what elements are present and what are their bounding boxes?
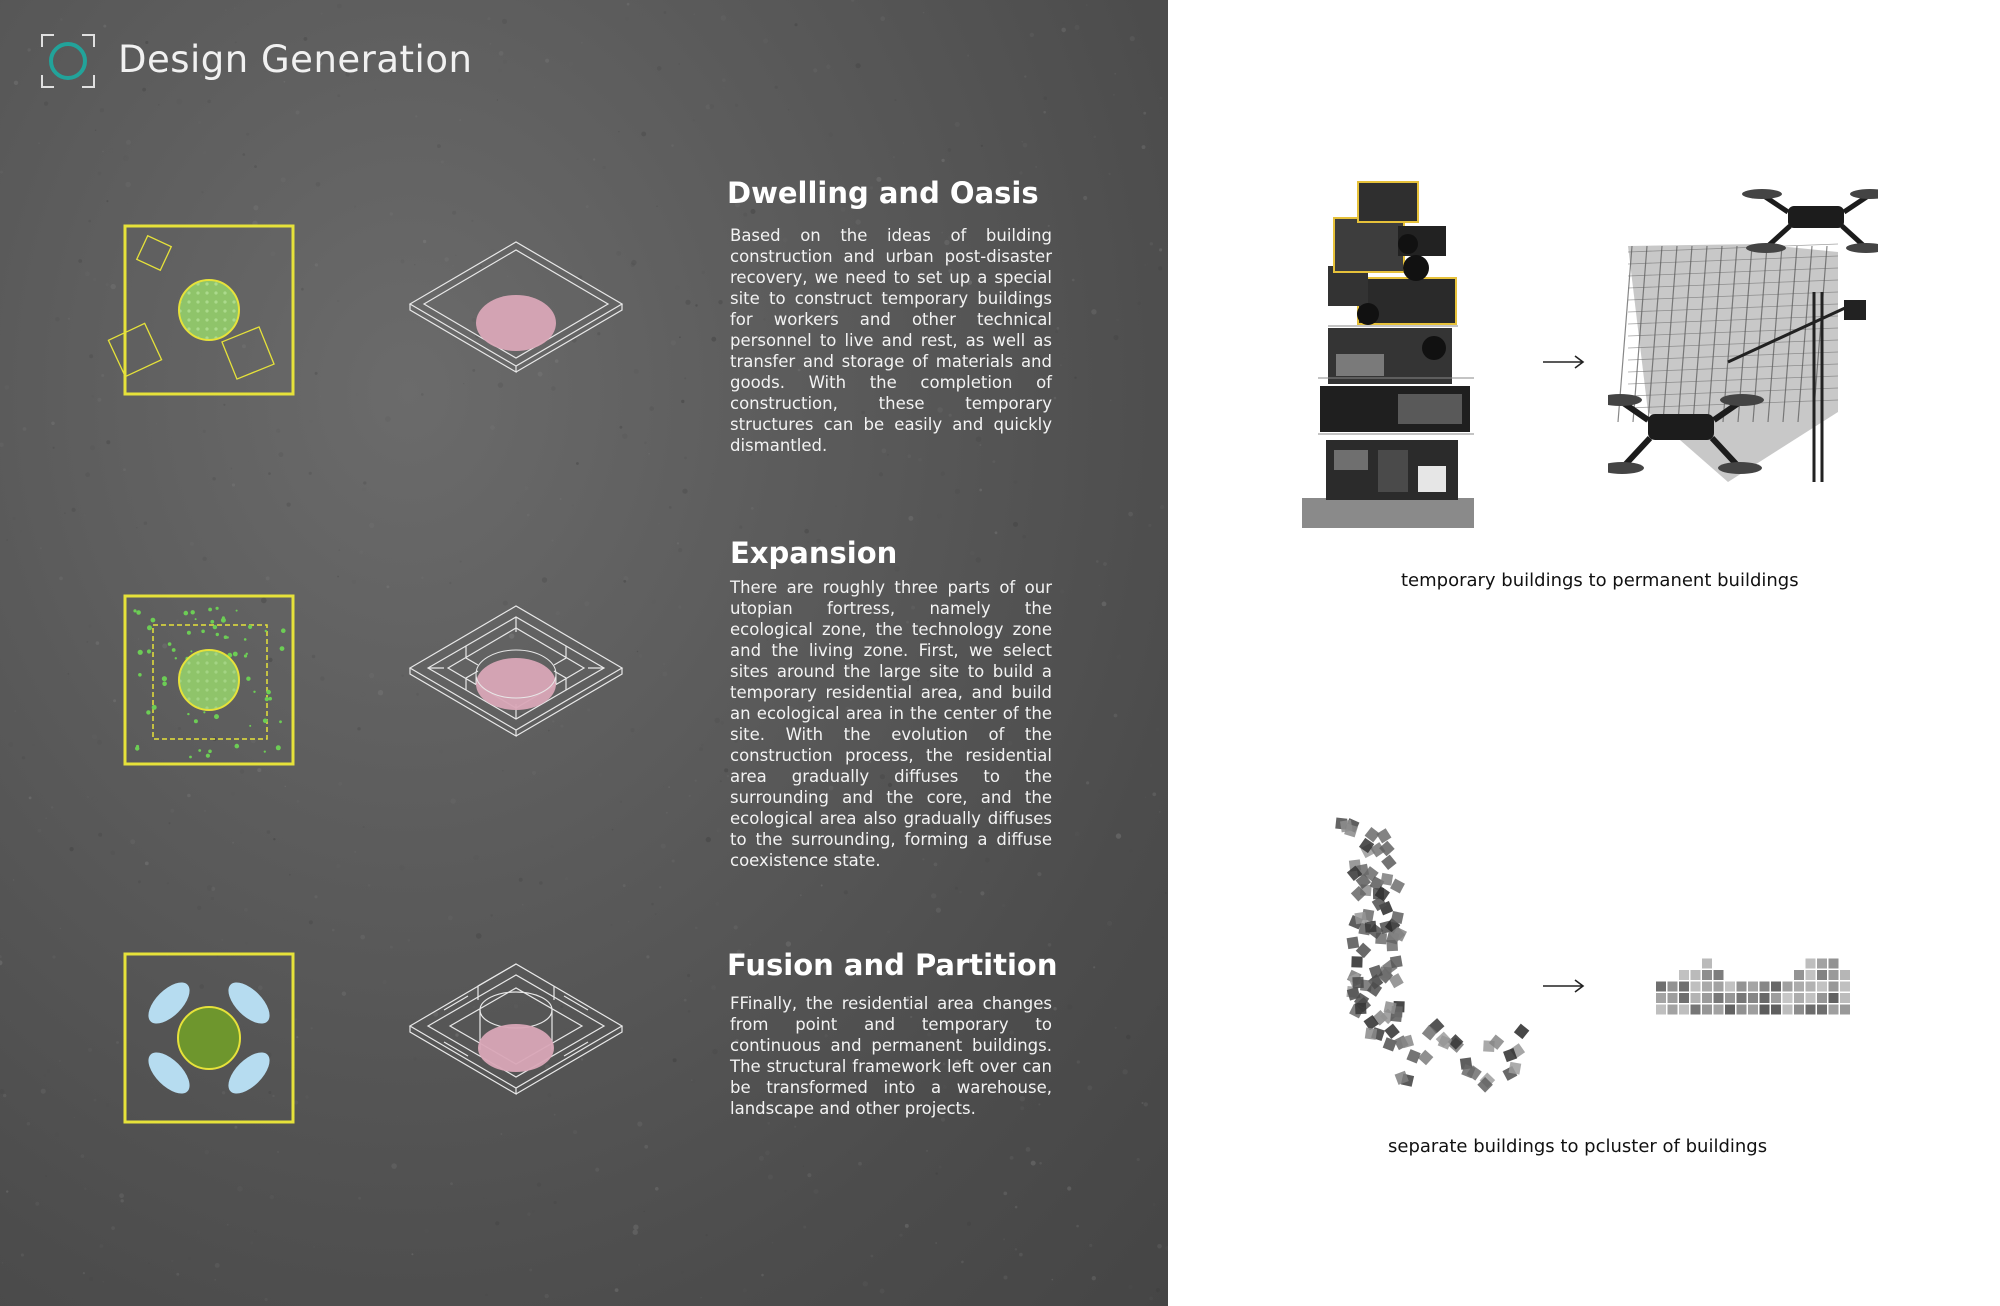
core-disc [476, 658, 556, 710]
dwelling-oasis-plan [105, 218, 305, 408]
page-title: Design Generation [118, 38, 473, 81]
section-title: Fusion and Partition [727, 948, 1058, 982]
core-disc [476, 295, 556, 351]
dwelling-unit-square [137, 236, 172, 271]
section-title: Expansion [730, 536, 898, 570]
core-disc [478, 1024, 554, 1072]
fusion-partition-axonometric [408, 960, 624, 1124]
right-arrow-icon [1542, 978, 1586, 994]
expansion-axonometric [408, 602, 624, 766]
drone-construction-illustration [1608, 182, 1878, 522]
scattered-units-illustration [1318, 810, 1538, 1100]
expansion-plan [105, 588, 305, 778]
temporary-tower-illustration [1298, 178, 1478, 530]
oasis-circle [178, 1007, 240, 1069]
clustered-units-illustration [1648, 920, 1858, 1030]
right-arrow-icon [1542, 354, 1586, 370]
caption-top: temporary buildings to permanent buildings [1401, 570, 1799, 591]
dwelling-unit-square [222, 327, 274, 379]
section-title: Dwelling and Oasis [727, 176, 1039, 210]
section-body: Based on the ideas of building construction and urban post-disaster recovery, we need to set up a special site to construct temporary buildings for workers and other technical personnel to live and rest, as well as transfer and storage of materials and goods. With the completion of construction, these temporary structures can be easily and quickly dismantled. [730, 226, 1052, 455]
bracket-circle-logo-icon [40, 33, 96, 89]
section-body: FFinally, the residential area changes from point and temporary to continuous and permanent buildings. The structural framework left over can be transformed into a warehouse, landscape and other projects. [730, 994, 1052, 1118]
dwelling-unit-square [108, 323, 161, 376]
illustration-panel [1168, 0, 2000, 1306]
fusion-partition-plan [105, 946, 305, 1136]
drone-icon [1742, 189, 1878, 253]
caption-bottom: separate buildings to pcluster of buildings [1388, 1136, 1768, 1157]
section-body: There are roughly three parts of our utopian fortress, namely the ecological zone, the technology zone and the living zone. First, we select sites around the large site to build a temporary residential area, and build an ecological area in the center of the site. With the evolution of the construction process, the residential area gradually diffuses to the surrounding and the core, and the ecological area also gradually diffuses to the surrounding, forming a diffuse coexistence state. [730, 578, 1052, 870]
dwelling-oasis-axonometric [408, 238, 624, 402]
